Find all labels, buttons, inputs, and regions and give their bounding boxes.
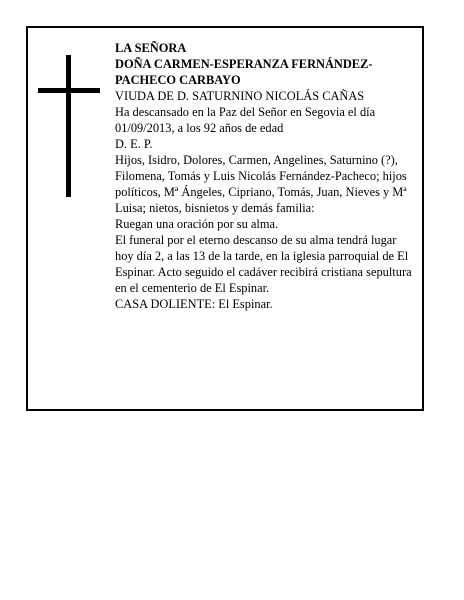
prayer-request: Ruegan una oración por su alma. [115, 217, 279, 231]
obituary-heading: LA SEÑORA [115, 41, 187, 55]
widow-line: VIUDA DE D. SATURNINO NICOLÁS CAÑAS [115, 89, 365, 103]
family-list: Hijos, Isidro, Dolores, Carmen, Angelines, Saturnino (?), Filomena, Tomás y Luis Nicolás Fernández-Pacheco; hijos políticos, Mª Ángeles, Cipriano, Tomás, Juan, Nieves y Mª Luisa; nietos, bisnietos y demás familia: [115, 153, 407, 215]
mourning-house: CASA DOLIENTE: El Espinar. [115, 297, 273, 311]
obituary-text [115, 40, 413, 312]
deceased-name: DOÑA CARMEN-ESPERANZA FERNÁNDEZ-PACHECO CARBAYO [115, 57, 373, 87]
funeral-details: El funeral por el eterno descanso de su alma tendrá lugar hoy día 2, a las 13 de la tarde, en la iglesia parroquial de El Espinar. Acto seguido el cadáver recibirá cristiana sepultura en el cementerio de El Espinar. [115, 233, 412, 295]
obituary-notice [26, 26, 424, 411]
cross-horizontal-bar [38, 88, 100, 93]
death-notice: Ha descansado en la Paz del Señor en Segovia el día 01/09/2013, a los 92 años de edad [115, 105, 376, 135]
rip-line: D. E. P. [115, 137, 153, 151]
cross-vertical-bar [66, 55, 71, 197]
cross-icon [38, 55, 102, 197]
